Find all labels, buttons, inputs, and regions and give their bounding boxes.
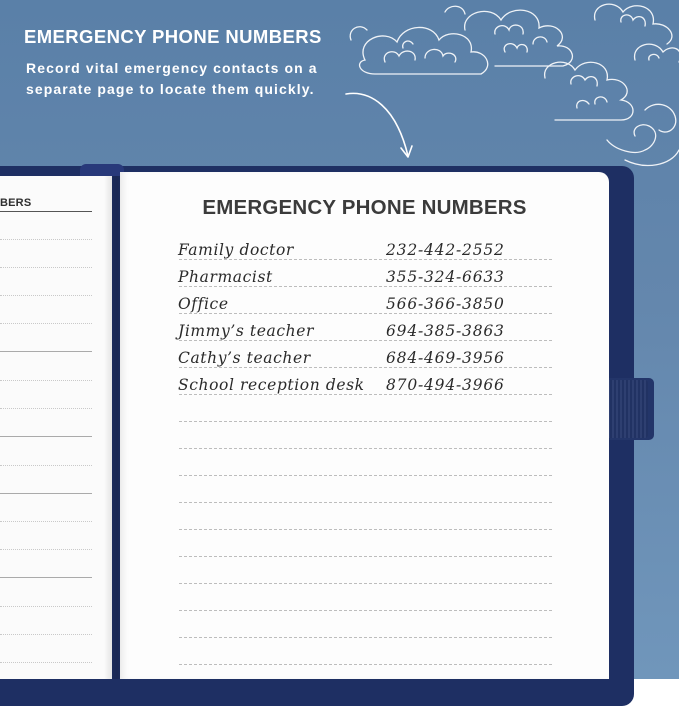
left-page-rule — [0, 267, 92, 268]
ruled-line — [179, 610, 552, 611]
contact-phone: 232-442-2552 — [386, 241, 505, 259]
contact-phone: 684-469-3956 — [386, 349, 505, 367]
ruled-line — [179, 340, 552, 341]
left-page-header: BERS — [0, 197, 32, 209]
contact-name: School reception desk — [178, 376, 365, 394]
left-page-rule — [0, 211, 92, 212]
ruled-line — [179, 313, 552, 314]
curved-arrow-icon — [340, 84, 420, 164]
ruled-line — [179, 421, 552, 422]
ruled-line — [179, 529, 552, 530]
ruled-line — [179, 448, 552, 449]
left-page-rule — [0, 323, 92, 324]
left-page-rule — [0, 436, 92, 437]
left-page — [0, 176, 112, 679]
banner-title: EMERGENCY PHONE NUMBERS — [24, 26, 322, 47]
contact-phone: 870-494-3966 — [386, 376, 505, 394]
contact-phone: 566-366-3850 — [386, 295, 505, 313]
left-page-rule — [0, 634, 92, 635]
page-title: EMERGENCY PHONE NUMBERS — [202, 196, 527, 219]
ruled-line — [179, 583, 552, 584]
left-page-rule — [0, 662, 92, 663]
contact-phone: 355-324-6633 — [386, 268, 505, 286]
contact-name: Pharmacist — [178, 268, 273, 286]
bookmark-ribbon — [80, 164, 124, 176]
contact-name: Jimmy’s teacher — [178, 322, 315, 340]
left-page-rule — [0, 239, 92, 240]
ruled-line — [179, 637, 552, 638]
contact-name: Family doctor — [178, 241, 294, 259]
ruled-line — [179, 556, 552, 557]
left-page-rule — [0, 521, 92, 522]
left-page-rule — [0, 493, 92, 494]
ruled-line — [179, 394, 552, 395]
contact-name: Office — [178, 295, 229, 313]
left-page-rule — [0, 351, 92, 352]
ruled-line — [179, 502, 552, 503]
left-page-rule — [0, 295, 92, 296]
left-page-rule — [0, 606, 92, 607]
left-page-rule — [0, 577, 92, 578]
ruled-line — [179, 367, 552, 368]
ruled-line — [179, 475, 552, 476]
ruled-line — [179, 259, 552, 260]
left-page-rule — [0, 380, 92, 381]
banner-description: Record vital emergency contacts on a separate page to locate them quickly. — [26, 60, 318, 97]
left-page-rule — [0, 549, 92, 550]
left-page-rule — [0, 408, 92, 409]
contact-name: Cathy’s teacher — [178, 349, 311, 367]
ruled-line — [179, 664, 552, 665]
left-page-rule — [0, 465, 92, 466]
ruled-line — [179, 286, 552, 287]
contact-phone: 694-385-3863 — [386, 322, 505, 340]
